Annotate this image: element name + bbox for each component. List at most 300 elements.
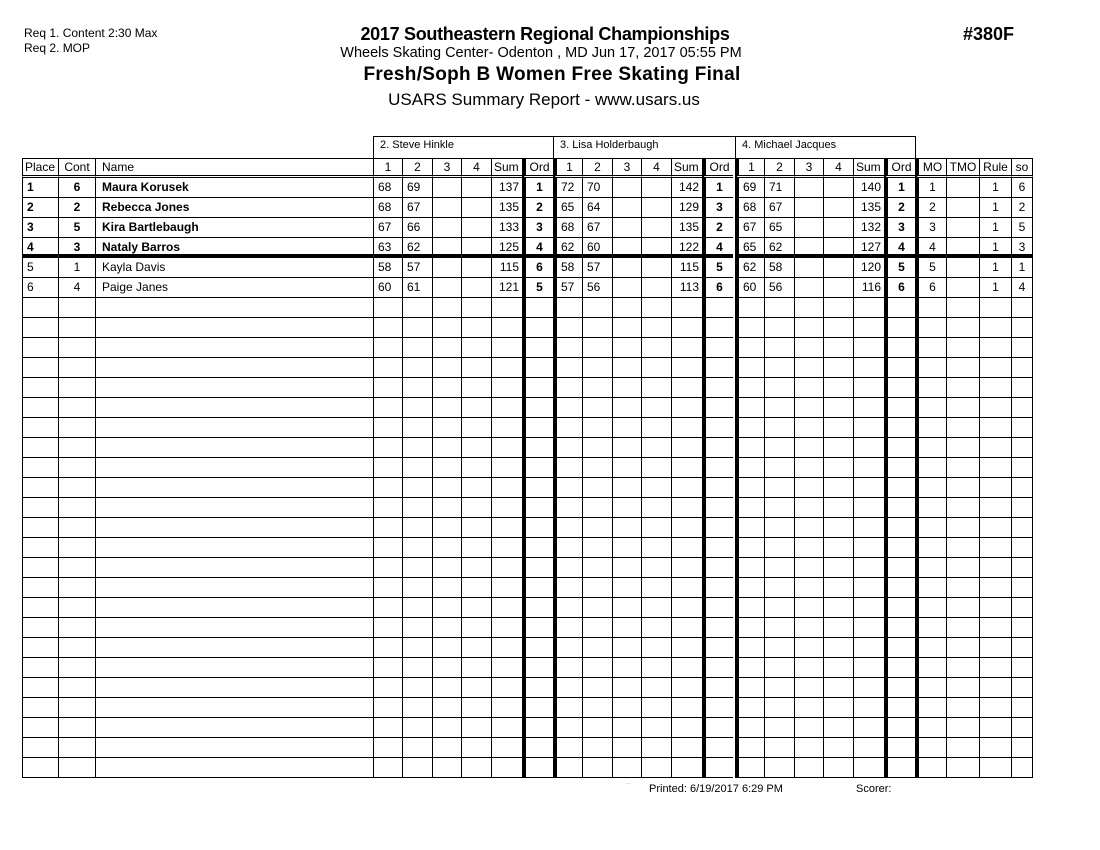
table-cell [95,638,373,658]
name-cell: Kira Bartlebaugh [95,218,373,238]
table-cell [22,678,58,698]
so-cell: 5 [1011,218,1033,238]
table-cell [979,718,1011,738]
table-cell [582,298,612,318]
table-cell [582,618,612,638]
table-cell [461,678,491,698]
ordinal-cell: 3 [884,218,915,238]
event-code: #380F [963,24,1015,44]
score-sum-cell: 115 [491,258,522,278]
table-cell [432,618,461,638]
table-cell [641,518,671,538]
table-cell [884,458,915,478]
table-cell [522,678,553,698]
table-cell [22,318,58,338]
table-cell [946,558,979,578]
table-cell [702,618,733,638]
table-cell [979,638,1011,658]
cont-cell: 1 [58,258,95,278]
table-cell [735,518,764,538]
table-cell [641,498,671,518]
table-cell [522,418,553,438]
scorer-label: Scorer: [856,783,892,795]
table-cell [95,578,373,598]
table-cell [402,538,432,558]
table-cell [95,478,373,498]
table-cell [373,398,402,418]
table-cell [553,678,582,698]
table-cell [823,758,853,778]
table-cell [1011,738,1033,758]
rule-cell: 1 [979,238,1011,258]
table-cell [702,658,733,678]
table-cell [979,498,1011,518]
table-cell [491,658,522,678]
score-cell: 67 [402,198,432,218]
table-cell [735,458,764,478]
table-cell [58,398,95,418]
table-cell [95,418,373,438]
table-cell [794,618,823,638]
table-cell [735,678,764,698]
table-cell [823,698,853,718]
table-cell [1011,458,1033,478]
table-cell [582,498,612,518]
table-cell [823,458,853,478]
table-cell [553,398,582,418]
table-cell [915,738,946,758]
ordinal-cell: 5 [702,258,733,278]
table-cell [641,618,671,638]
table-cell [641,758,671,778]
table-cell [612,618,641,638]
table-cell [491,598,522,618]
table-cell [764,678,794,698]
table-cell [915,298,946,318]
table-cell [461,358,491,378]
table-cell [58,378,95,398]
table-cell [979,458,1011,478]
table-cell [95,598,373,618]
table-cell [582,698,612,718]
table-cell [884,758,915,778]
table-cell [641,378,671,398]
table-cell [373,558,402,578]
table-cell [22,758,58,778]
table-cell [95,498,373,518]
table-cell [432,298,461,318]
table-cell [853,418,884,438]
score-cell [641,238,671,258]
table-cell [735,618,764,638]
column-header: Sum [671,158,702,178]
table-cell [823,718,853,738]
table-cell [764,418,794,438]
table-cell [823,658,853,678]
ordinal-cell: 6 [522,258,553,278]
score-cell: 60 [582,238,612,258]
table-cell [491,698,522,718]
table-cell [402,758,432,778]
table-cell [641,738,671,758]
table-cell [553,498,582,518]
table-cell [612,538,641,558]
table-cell [1011,498,1033,518]
score-cell: 66 [402,218,432,238]
table-cell [612,718,641,738]
table-cell [735,538,764,558]
table-cell [641,358,671,378]
table-cell [402,458,432,478]
table-cell [612,338,641,358]
table-cell [641,538,671,558]
table-cell [522,478,553,498]
table-cell [853,578,884,598]
table-cell [641,398,671,418]
table-cell [461,598,491,618]
table-cell [946,298,979,318]
table-cell [853,698,884,718]
table-cell [1011,658,1033,678]
table-cell [979,338,1011,358]
table-cell [979,298,1011,318]
ordinal-cell: 4 [884,238,915,258]
table-cell [671,338,702,358]
table-cell [522,518,553,538]
table-cell [491,638,522,658]
table-cell [402,658,432,678]
column-header: 2 [582,158,612,178]
column-header: Cont [58,158,95,178]
table-cell [461,738,491,758]
score-cell: 60 [373,278,402,298]
table-cell [702,638,733,658]
table-cell [95,378,373,398]
table-cell [884,678,915,698]
table-cell [373,438,402,458]
score-cell: 58 [553,258,582,278]
table-cell [1011,318,1033,338]
table-cell [1011,598,1033,618]
table-cell [402,318,432,338]
table-cell [402,518,432,538]
table-cell [915,518,946,538]
column-header: 4 [641,158,671,178]
ordinal-cell: 4 [702,238,733,258]
table-cell [553,298,582,318]
table-cell [582,558,612,578]
tmo-cell [946,258,979,278]
table-cell [612,318,641,338]
table-cell [946,358,979,378]
table-cell [22,418,58,438]
column-header: 3 [432,158,461,178]
requirement-1: Req 1. Content 2:30 Max [24,26,158,40]
table-cell [432,318,461,338]
table-cell [735,578,764,598]
table-cell [95,318,373,338]
table-cell [461,618,491,638]
table-cell [58,618,95,638]
table-cell [582,458,612,478]
score-cell [794,198,823,218]
table-cell [432,418,461,438]
score-sum-cell: 113 [671,278,702,298]
table-cell [915,318,946,338]
table-cell [432,478,461,498]
table-cell [884,598,915,618]
table-cell [671,438,702,458]
table-cell [671,498,702,518]
score-sum-cell: 125 [491,238,522,258]
table-cell [95,438,373,458]
table-cell [794,518,823,538]
table-cell [915,658,946,678]
table-cell [641,478,671,498]
table-cell [764,578,794,598]
table-cell [702,378,733,398]
table-cell [1011,518,1033,538]
table-cell [522,318,553,338]
table-cell [853,718,884,738]
table-cell [853,438,884,458]
score-cell [612,238,641,258]
table-cell [641,558,671,578]
table-cell [582,538,612,558]
so-cell: 4 [1011,278,1033,298]
table-cell [432,638,461,658]
table-cell [22,578,58,598]
score-cell [612,218,641,238]
table-cell [946,378,979,398]
table-cell [671,638,702,658]
table-cell [915,478,946,498]
column-header: 1 [373,158,402,178]
table-cell [671,558,702,578]
score-cell: 57 [582,258,612,278]
table-cell [641,698,671,718]
venue-date: Wheels Skating Center- Odenton , MD Jun 17, 2017 05:55 PM [340,45,742,61]
score-cell: 68 [373,178,402,198]
table-cell [794,378,823,398]
table-cell [432,438,461,458]
cont-cell: 6 [58,178,95,198]
judge-header-2: 3. Lisa Holderbaugh [553,136,736,158]
table-cell [853,618,884,638]
table-cell [95,738,373,758]
table-cell [702,458,733,478]
table-cell [702,338,733,358]
table-cell [22,378,58,398]
table-cell [794,598,823,618]
table-cell [915,338,946,358]
table-cell [823,318,853,338]
table-cell [1011,638,1033,658]
report-title: USARS Summary Report - www.usars.us [388,90,700,109]
column-header: 2 [402,158,432,178]
ordinal-cell: 2 [522,198,553,218]
table-cell [979,598,1011,618]
place-cell: 3 [22,218,58,238]
table-cell [402,438,432,458]
table-cell [491,578,522,598]
score-cell [612,258,641,278]
table-cell [553,458,582,478]
table-cell [58,578,95,598]
cont-cell: 2 [58,198,95,218]
table-cell [735,498,764,518]
table-cell [22,358,58,378]
score-cell [794,178,823,198]
name-cell: Paige Janes [95,278,373,298]
table-cell [884,558,915,578]
table-cell [794,298,823,318]
score-cell: 71 [764,178,794,198]
score-sum-cell: 132 [853,218,884,238]
table-cell [671,618,702,638]
score-cell [641,218,671,238]
table-cell [612,418,641,438]
table-cell [461,298,491,318]
ordinal-cell: 1 [884,178,915,198]
score-cell [461,238,491,258]
table-cell [58,298,95,318]
table-cell [702,318,733,338]
table-cell [58,658,95,678]
table-cell [491,358,522,378]
table-cell [979,478,1011,498]
score-sum-cell: 115 [671,258,702,278]
so-cell: 3 [1011,238,1033,258]
table-cell [22,618,58,638]
table-cell [915,598,946,618]
table-cell [702,598,733,618]
table-cell [946,718,979,738]
table-cell [582,718,612,738]
table-cell [794,318,823,338]
table-cell [491,618,522,638]
table-cell [641,458,671,478]
table-cell [461,318,491,338]
table-cell [823,638,853,658]
table-cell [432,398,461,418]
table-cell [671,598,702,618]
table-cell [702,418,733,438]
table-cell [946,758,979,778]
table-cell [612,498,641,518]
table-cell [794,658,823,678]
table-cell [58,498,95,518]
score-sum-cell: 135 [491,198,522,218]
table-cell [671,378,702,398]
table-cell [735,658,764,678]
table-cell [853,478,884,498]
table-cell [764,658,794,678]
table-cell [582,758,612,778]
table-cell [402,618,432,638]
score-cell [823,178,853,198]
table-cell [853,398,884,418]
table-cell [671,318,702,338]
table-cell [946,638,979,658]
table-cell [373,658,402,678]
table-cell [612,558,641,578]
table-cell [641,338,671,358]
table-cell [946,678,979,698]
table-cell [853,678,884,698]
table-cell [764,498,794,518]
table-cell [373,378,402,398]
score-sum-cell: 133 [491,218,522,238]
table-cell [461,378,491,398]
table-cell [522,578,553,598]
table-cell [702,398,733,418]
table-cell [22,398,58,418]
name-cell: Nataly Barros [95,238,373,258]
table-cell [22,598,58,618]
score-cell [794,218,823,238]
table-cell [764,458,794,478]
table-cell [432,518,461,538]
table-cell [612,698,641,718]
table-cell [522,298,553,318]
table-cell [461,478,491,498]
table-cell [22,658,58,678]
table-cell [702,738,733,758]
table-cell [853,358,884,378]
table-cell [794,678,823,698]
table-cell [641,318,671,338]
table-cell [764,338,794,358]
table-cell [794,478,823,498]
table-cell [461,578,491,598]
table-cell [553,638,582,658]
table-cell [95,358,373,378]
version-mark: ··· [626,781,631,787]
table-cell [491,458,522,478]
table-cell [582,478,612,498]
table-cell [1011,618,1033,638]
table-cell [979,558,1011,578]
table-cell [915,638,946,658]
table-cell [979,358,1011,378]
score-cell: 57 [553,278,582,298]
score-cell: 62 [402,238,432,258]
table-cell [95,718,373,738]
table-cell [735,318,764,338]
tmo-cell [946,218,979,238]
table-cell [22,438,58,458]
table-cell [823,498,853,518]
table-cell [884,538,915,558]
table-cell [671,478,702,498]
table-cell [582,378,612,398]
table-cell [671,538,702,558]
table-cell [794,718,823,738]
table-cell [1011,538,1033,558]
column-header: Sum [853,158,884,178]
table-cell [764,598,794,618]
score-cell [823,278,853,298]
table-cell [823,338,853,358]
table-cell [853,378,884,398]
table-cell [671,758,702,778]
table-cell [671,358,702,378]
table-cell [491,738,522,758]
table-cell [522,378,553,398]
table-cell [702,358,733,378]
table-cell [522,718,553,738]
